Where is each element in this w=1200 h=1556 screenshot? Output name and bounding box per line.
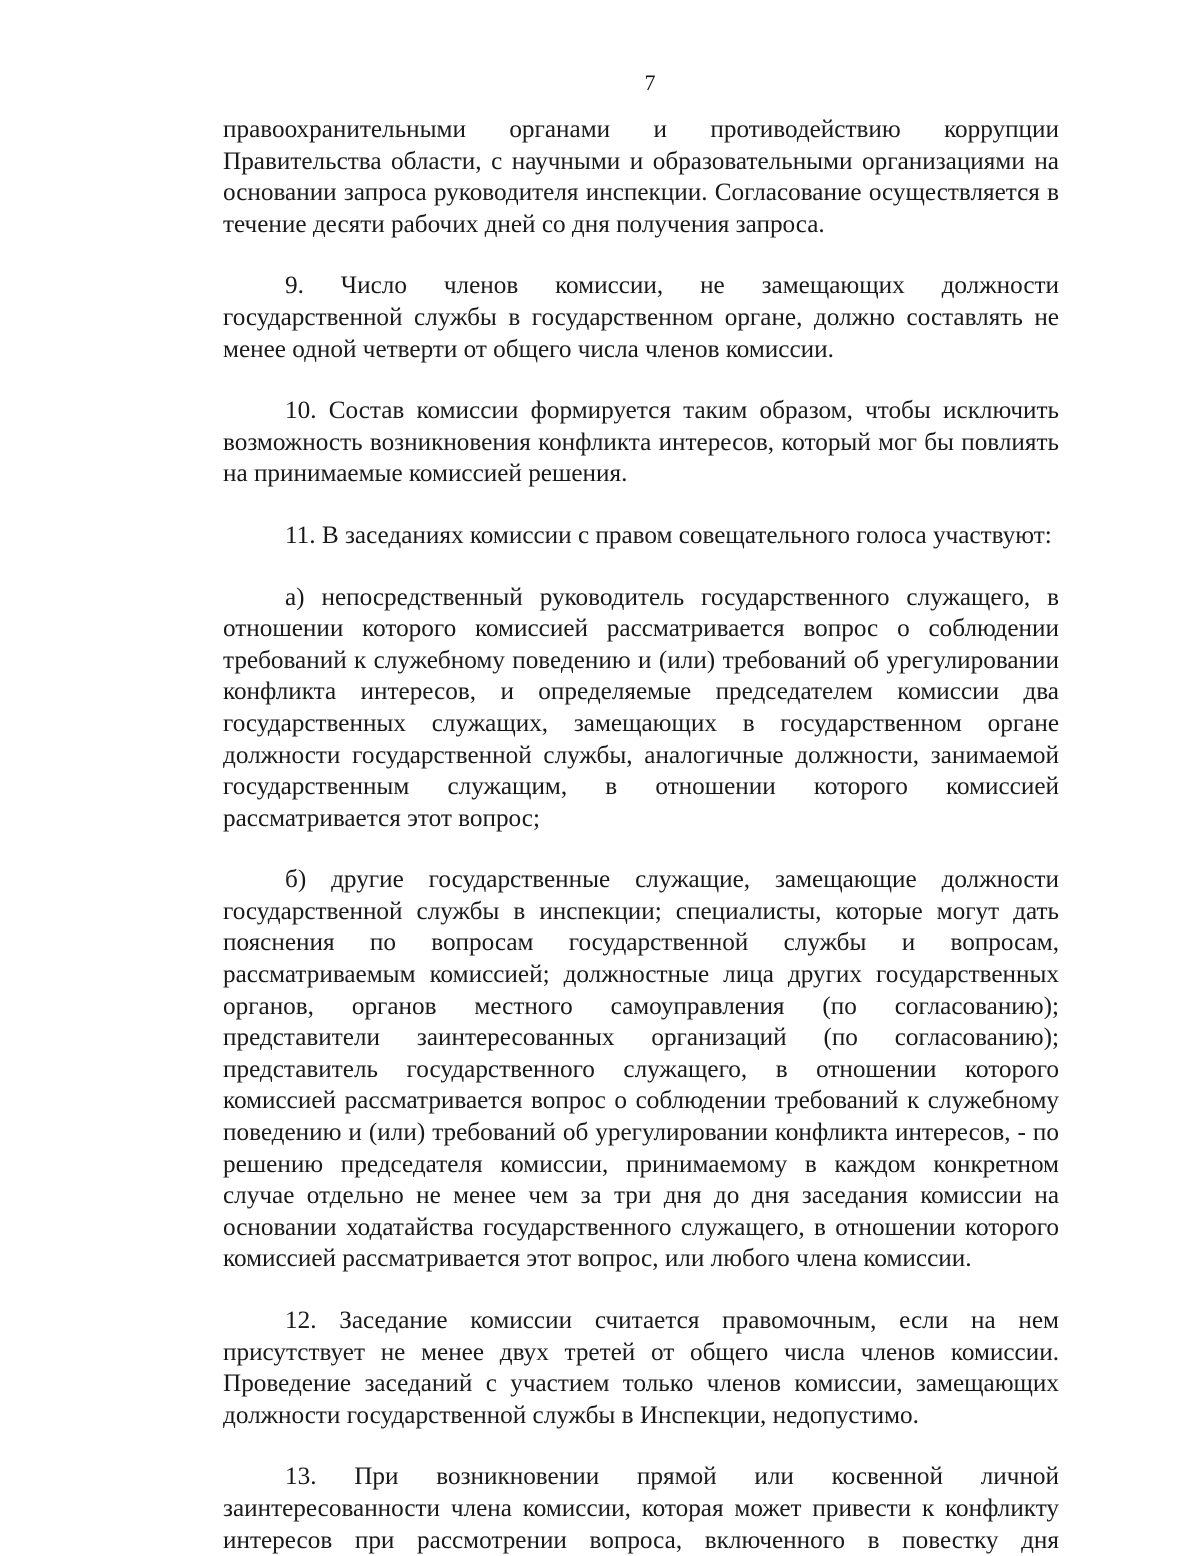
document-body	[223, 114, 1059, 1556]
page-number: 7	[644, 70, 656, 95]
paragraph-11-a: а) непосредственный руководитель государственного служащего, в отношении которого комиссией рассматривается вопрос о соблюдении требований к служебному поведению и (или) требований об урегулировании конфликта интересов, и определяемые председателем комиссии два государственных служащих, замещающих в государственном органе должности государственной службы, аналогичные должности, занимаемой государственным служащим, в отношении которого комиссией рассматривается этот вопрос;	[223, 583, 1059, 832]
paragraph-11-b: б) другие государственные служащие, замещающие должности государственной службы в инспекции; специалисты, которые могут дать пояснения по вопросам государственной службы и вопросам, рассматриваемым комиссией; должностные лица других государственных органов, органов местного самоуправления (по согласованию); представители заинтересованных организаций (по согласованию); представитель государственного служащего, в отношении которого комиссией рассматривается вопрос о соблюдении требований к служебному поведению и (или) требований об урегулировании конфликта интересов, - по решению председателя комиссии, принимаемому в каждом конкретном случае отдельно не менее чем за три дня до дня заседания комиссии на основании ходатайства государственного служащего, в отношении которого комиссией рассматривается этот вопрос, или любого члена комиссии.	[223, 866, 1059, 1273]
paragraph-10: 10. Состав комиссии формируется таким образом, чтобы исключить возможность возникновения конфликта интересов, который мог бы повлиять на принимаемые комиссией решения.	[223, 397, 1059, 488]
paragraph-continuation: правоохранительными органами и противодействию коррупции Правительства области, с научными и образовательными организациями на основании запроса руководителя инспекции. Согласование осуществляется в течение десяти рабочих дней со дня получения запроса.	[223, 116, 1059, 238]
paragraph-11: 11. В заседаниях комиссии с правом совещательного голоса участвуют:	[285, 521, 1052, 549]
paragraph-13: 13. При возникновении прямой или косвенной личной заинтересованности члена комиссии, которая может привести к конфликту интересов при рассмотрении вопроса, включенного в повестку дня	[223, 1463, 1059, 1554]
paragraph-12: 12. Заседание комиссии считается правомочным, если на нем присутствует не менее двух третей от общего числа членов комиссии. Проведение заседаний с участием только членов комиссии, замещающих должности государственной службы в Инспекции, недопустимо.	[223, 1307, 1059, 1429]
paragraph-9: 9. Число членов комиссии, не замещающих должности государственной службы в государственном органе, должно составлять не менее одной четверти от общего числа членов комиссии.	[223, 272, 1059, 363]
